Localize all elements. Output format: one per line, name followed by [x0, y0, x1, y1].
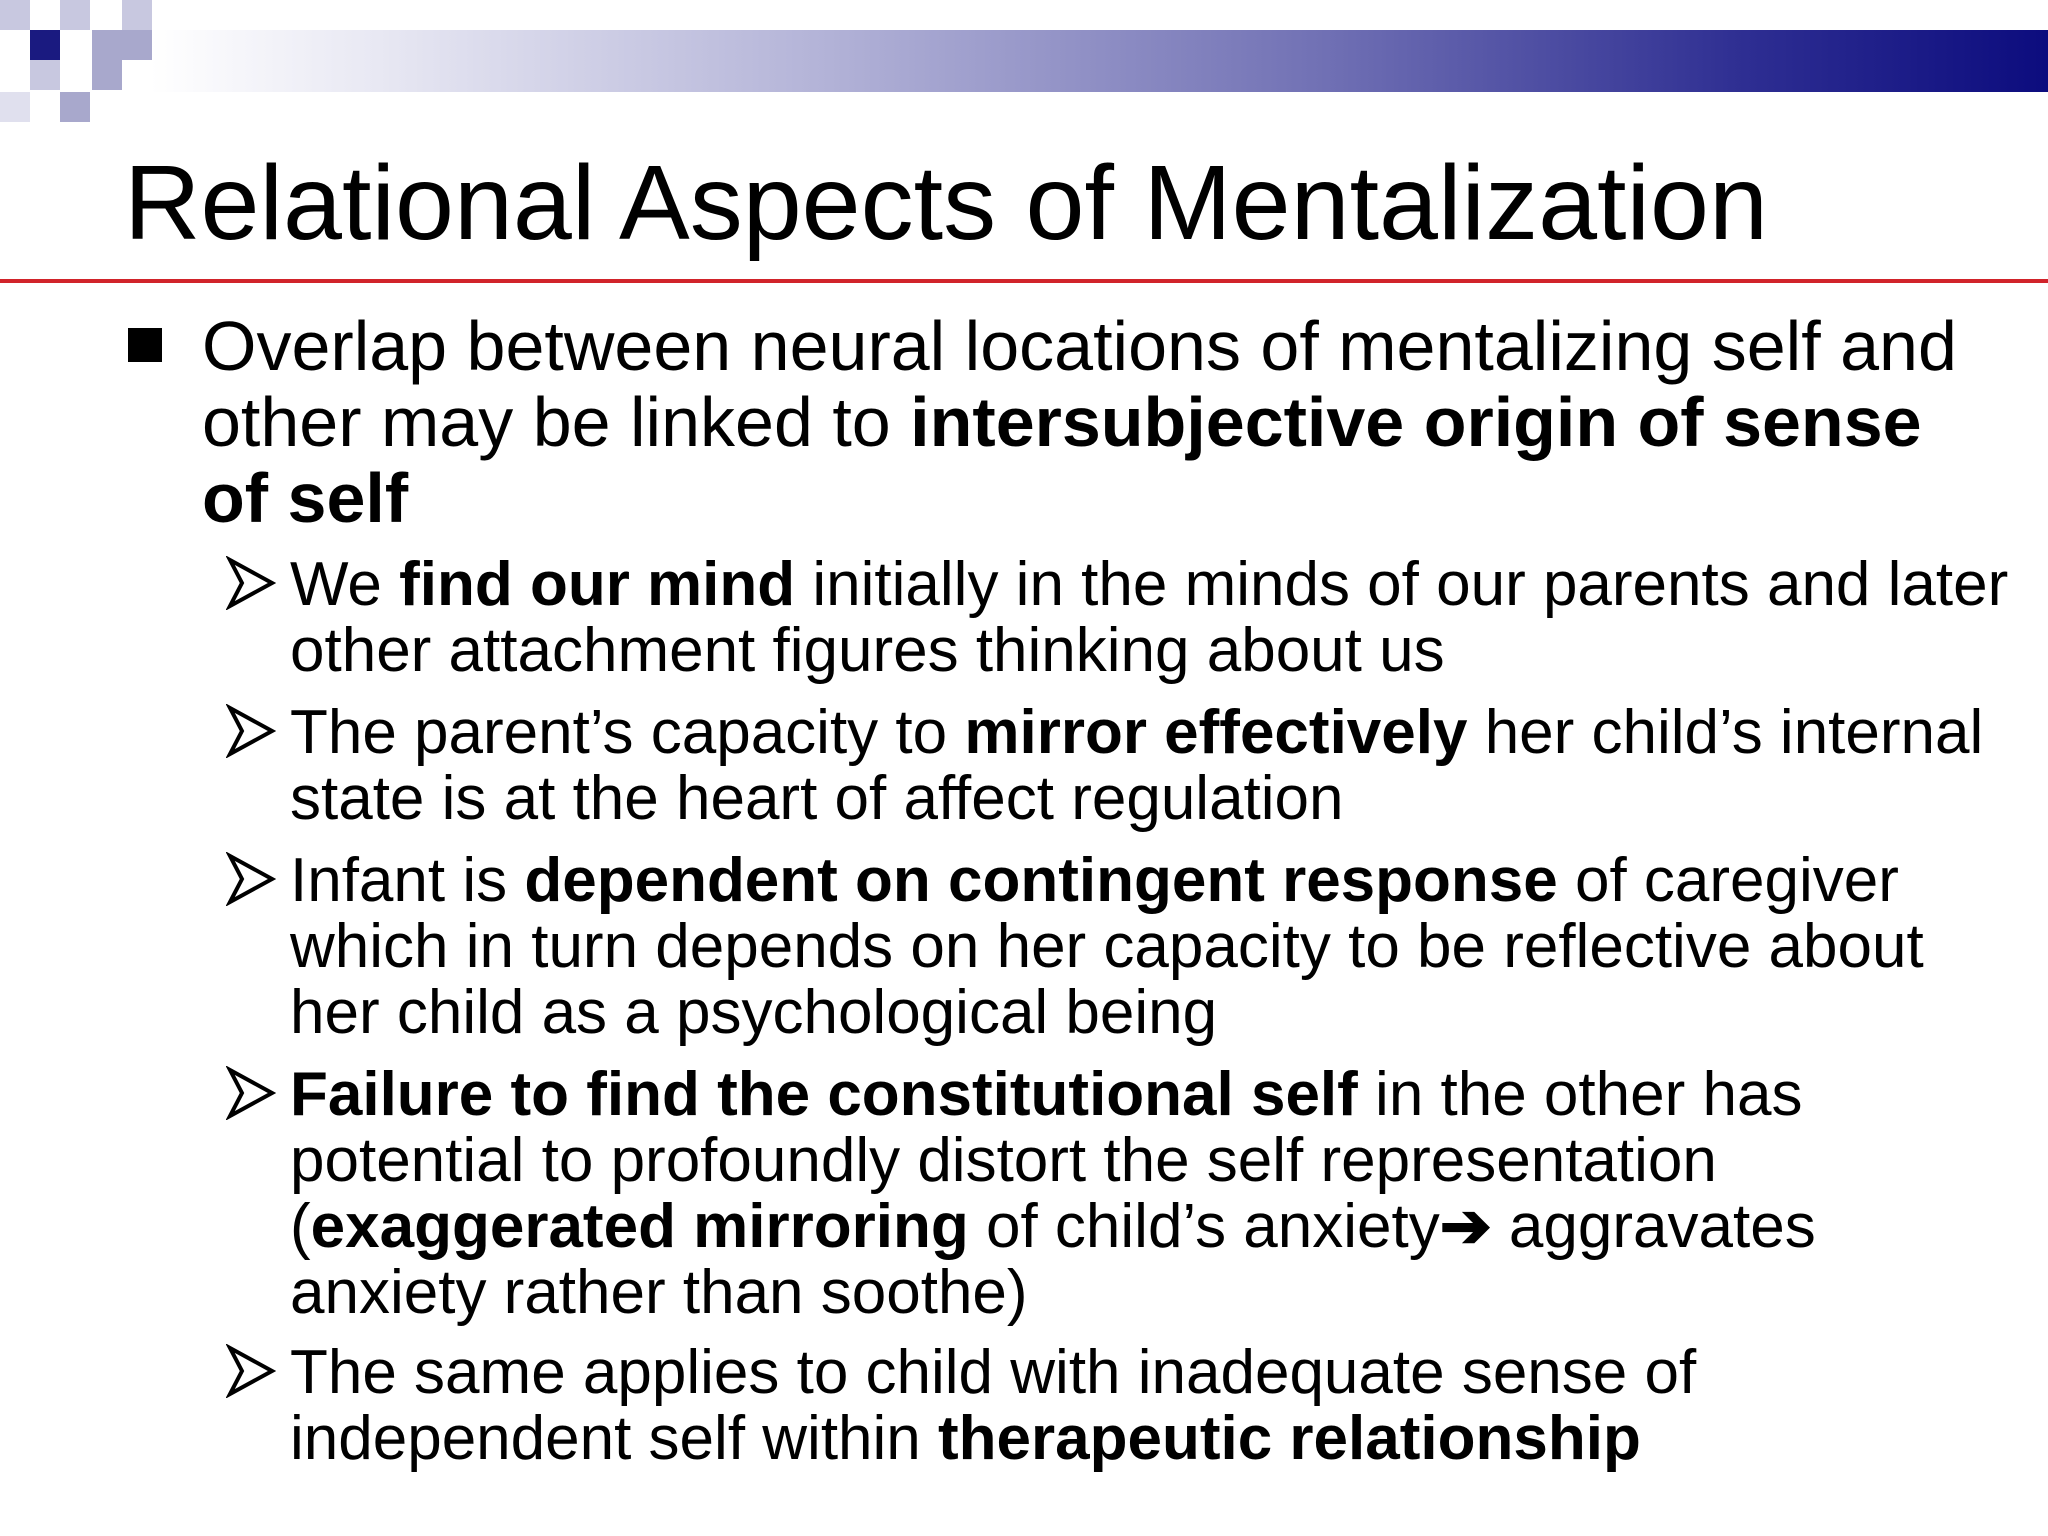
deco-square-light	[92, 60, 122, 90]
sub-bullet-text: Failure to find the constitutional self in the other has potential to profoundly distort the self representation (exaggerated mirroring of child’s anxiety➔ aggravates anxiety rather than soothe)	[290, 1060, 1816, 1327]
deco-square-light	[0, 0, 30, 30]
sub-bullet	[226, 848, 2026, 1046]
sub-bullet-text: We find our mind initially in the minds of our parents and later other attachment figures thinking about us	[290, 550, 2009, 685]
deco-square-light	[92, 30, 122, 60]
header-gradient-bar	[150, 30, 2048, 92]
deco-square-light	[0, 92, 30, 122]
title-rule	[0, 279, 2048, 283]
sub-bullet-text: Infant is dependent on contingent response of caregiver which in turn depends on her capacity to be reflective about her child as a psychological being	[290, 846, 1924, 1047]
deco-square-light	[122, 30, 152, 60]
sub-bullet	[226, 552, 2026, 684]
sub-bullet	[226, 1062, 2026, 1326]
deco-square-dark	[30, 30, 60, 60]
sub-bullet-text: The parent’s capacity to mirror effectively her child’s internal state is at the heart of affect regulation	[290, 698, 1984, 833]
arrowhead-bullet-icon	[226, 704, 276, 758]
main-bullet	[128, 308, 1998, 536]
arrowhead-bullet-icon	[226, 852, 276, 906]
slide-title: Relational Aspects of Mentalization	[124, 144, 1768, 262]
square-bullet-icon	[128, 328, 162, 362]
deco-square-light	[60, 92, 90, 122]
arrowhead-bullet-icon	[226, 556, 276, 610]
arrowhead-bullet-icon	[226, 1344, 276, 1398]
sub-bullet	[226, 700, 2026, 832]
arrowhead-bullet-icon	[226, 1066, 276, 1120]
deco-square-light	[122, 0, 152, 30]
deco-square-light	[60, 0, 90, 30]
deco-square-light	[30, 60, 60, 90]
main-bullet-text: Overlap between neural locations of mentalizing self and other may be linked to intersubjective origin of sense of self	[202, 307, 1957, 537]
sub-bullet	[226, 1340, 2026, 1472]
right-arrow-icon: ➔	[1439, 1192, 1492, 1261]
sub-bullet-text: The same applies to child with inadequate sense of independent self within therapeutic relationship	[290, 1338, 1697, 1473]
